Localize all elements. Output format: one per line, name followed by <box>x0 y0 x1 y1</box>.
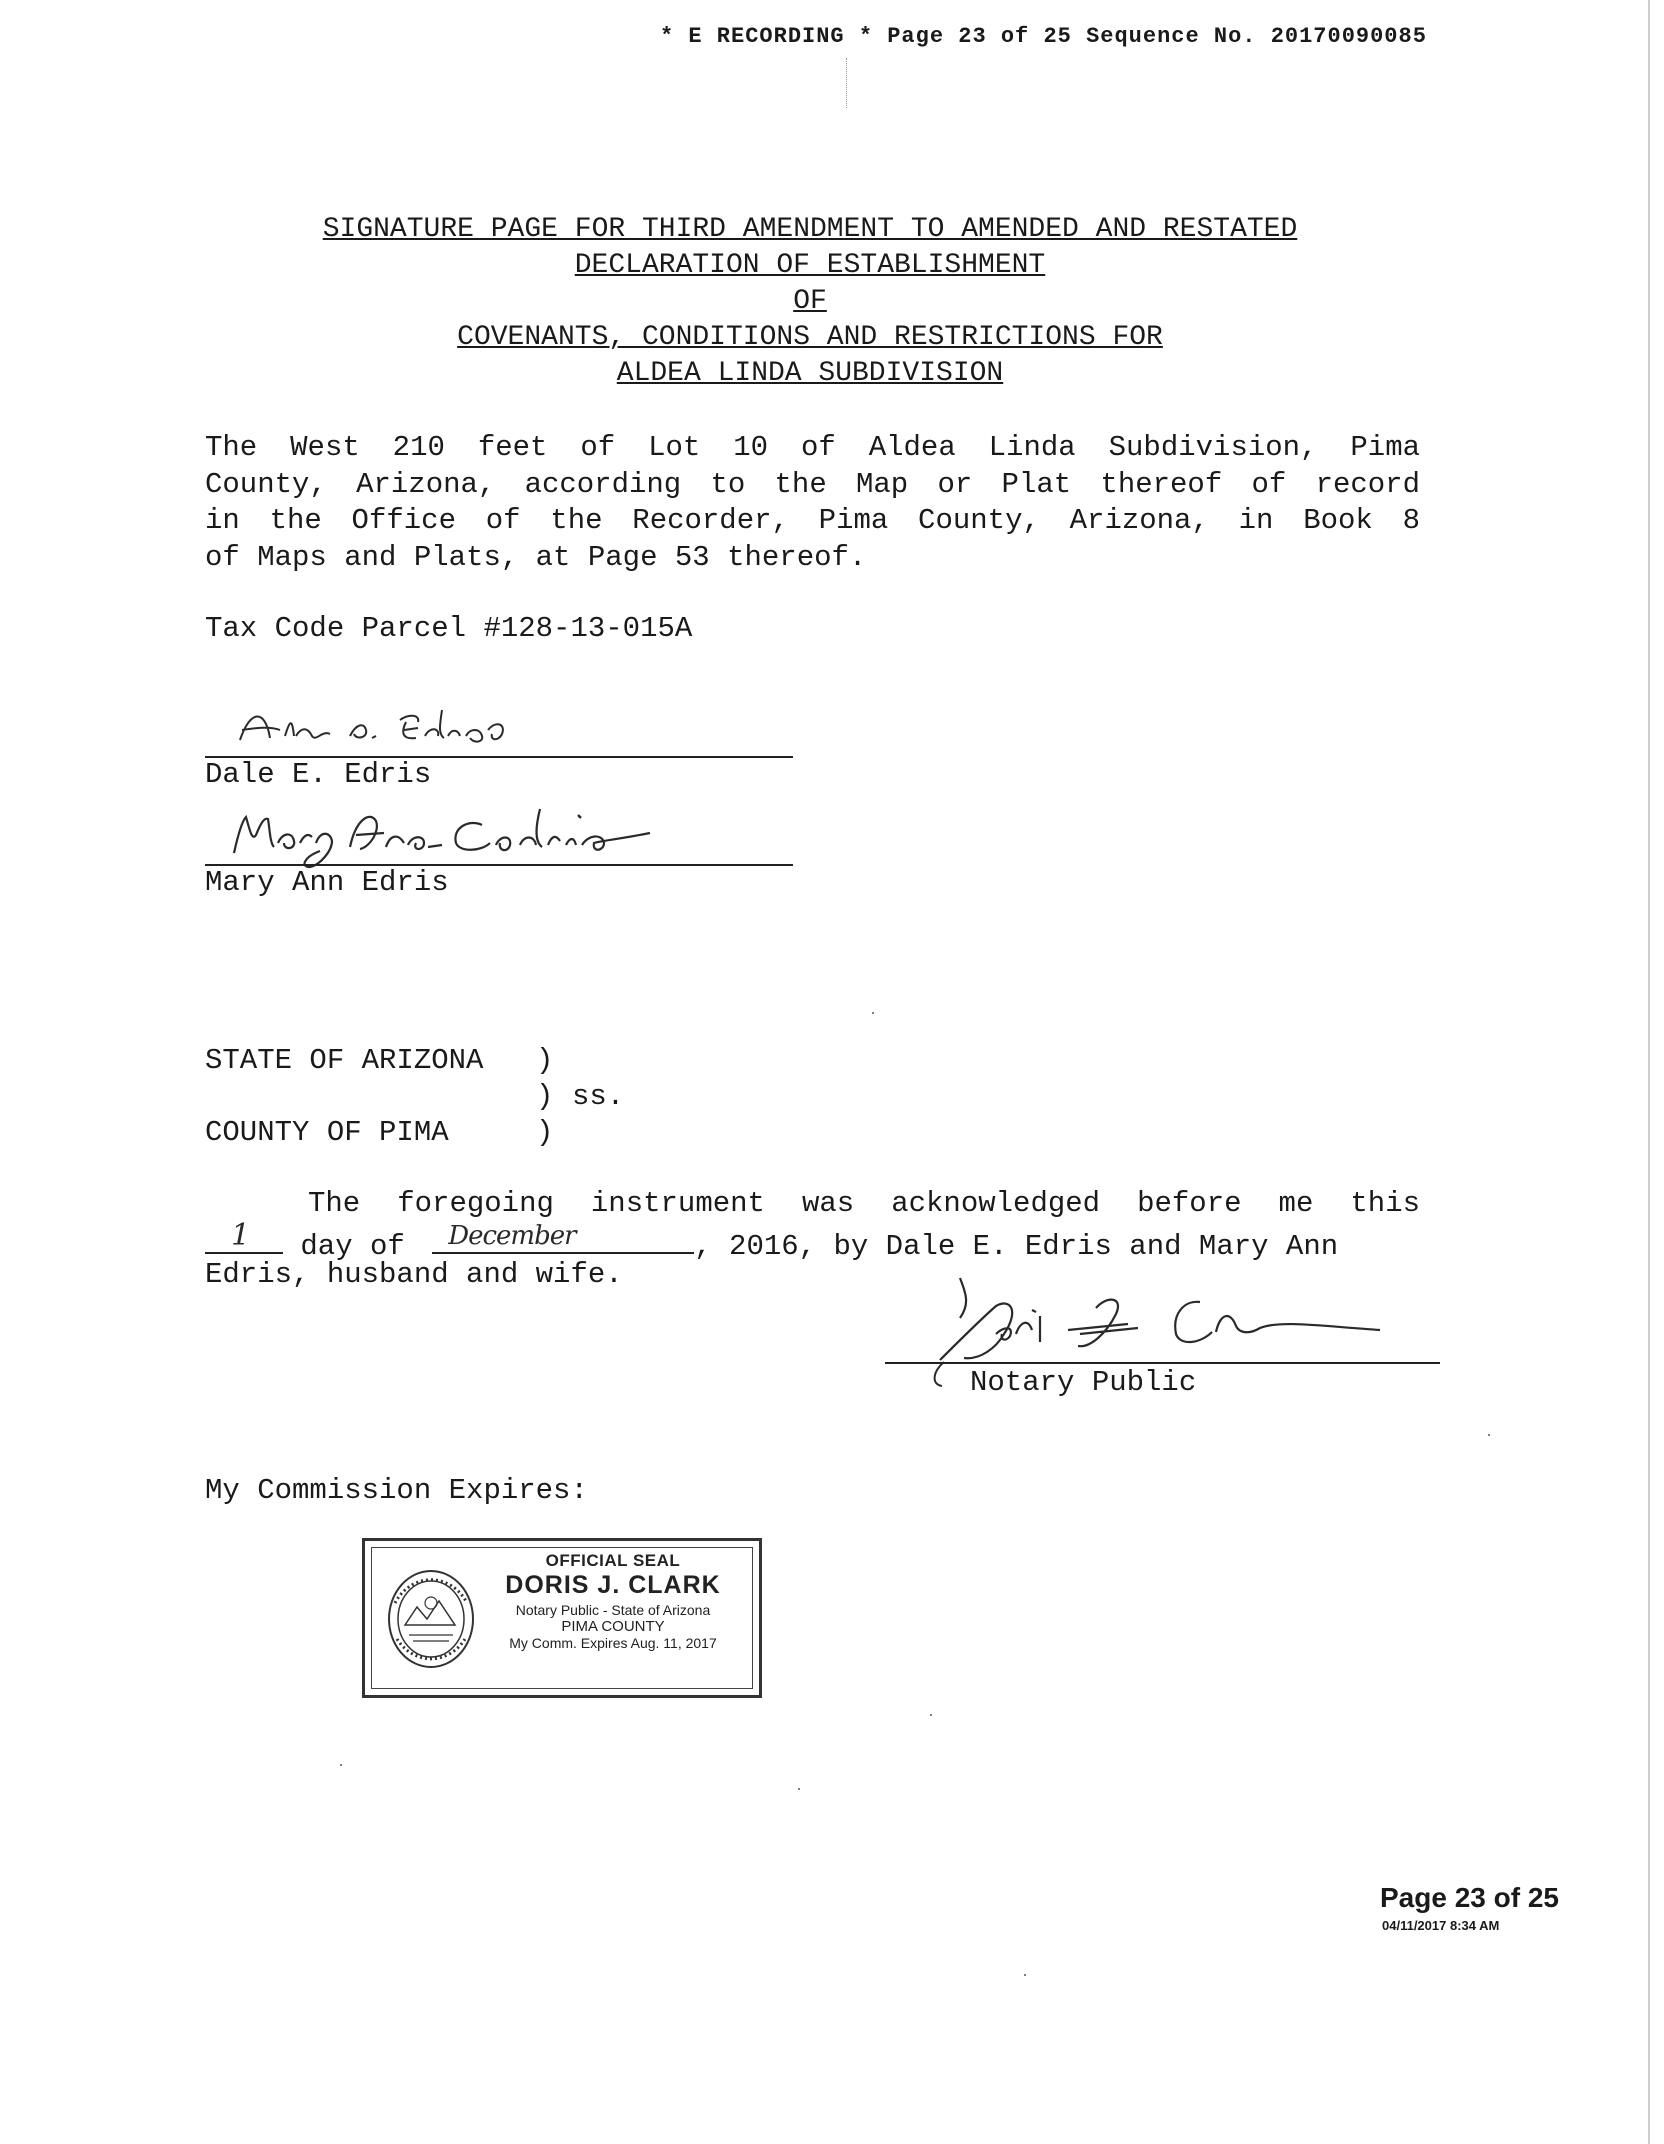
title-line-4: COVENANTS, CONDITIONS AND RESTRICTIONS FOR <box>457 322 1163 353</box>
document-title <box>200 212 1420 392</box>
venue-paren-1: ) <box>536 1044 554 1077</box>
title-line-1: SIGNATURE PAGE FOR THIRD AMENDMENT TO AMENDED AND RESTATED <box>322 214 1298 245</box>
handwritten-day: 1 <box>231 1218 251 1253</box>
venue-paren-3: ) <box>536 1116 554 1149</box>
scan-speck <box>340 1764 342 1766</box>
seal-line-1: OFFICIAL SEAL <box>545 1551 681 1570</box>
day-of-label: day of <box>300 1230 405 1263</box>
day-fill-in <box>205 1218 283 1254</box>
legal-line-2: County, Arizona, according to the Map or Plat thereof of record <box>205 467 1420 501</box>
legal-line-4: of Maps and Plats, at Page 53 thereof. <box>205 540 867 574</box>
title-line-2: DECLARATION OF ESTABLISHMENT <box>574 250 1046 281</box>
ack-line-1: The foregoing instrument was acknowledged before me this <box>308 1187 1420 1220</box>
ack-line-2-rest: , 2016, by Dale E. Edris and Mary Ann <box>694 1230 1339 1263</box>
legal-line-1: The West 210 feet of Lot 10 of Aldea Linda Subdivision, Pima <box>205 431 1420 464</box>
handwritten-month: December <box>448 1221 576 1251</box>
notary-public-label: Notary Public <box>970 1366 1197 1399</box>
signature-mary-ann-edris <box>220 795 780 875</box>
month-fill-in <box>432 1222 694 1254</box>
legal-line-3: in the Office of the Recorder, Pima County, Arizona, in Book 8 <box>205 504 1420 537</box>
seal-line-4: PIMA COUNTY <box>561 1618 665 1635</box>
seal-line-3: Notary Public - State of Arizona <box>515 1602 711 1618</box>
scan-edge-rule <box>1648 0 1650 2144</box>
page-number: Page 23 of 25 <box>1380 1882 1559 1913</box>
signatory-name-2: Mary Ann Edris <box>205 866 449 899</box>
venue-state: STATE OF ARIZONA <box>205 1044 484 1077</box>
signatory-name-1: Dale E. Edris <box>205 758 432 791</box>
venue-county: COUNTY OF PIMA <box>205 1116 449 1149</box>
recording-header: * E RECORDING * Page 23 of 25 Sequence No. 20170090085 <box>660 24 1427 49</box>
title-line-3: OF <box>793 286 827 317</box>
page-timestamp: 04/11/2017 8:34 AM <box>1382 1918 1500 1933</box>
scan-speck <box>1488 1434 1490 1436</box>
acknowledgment <box>205 1186 1420 1223</box>
seal-text <box>473 1551 753 1651</box>
venue-paren-2: ) <box>536 1080 554 1113</box>
venue-ss: ss. <box>572 1080 625 1113</box>
seal-line-2: DORIS J. CLARK <box>505 1571 721 1599</box>
arizona-seal-icon <box>383 1563 479 1673</box>
official-seal-stamp <box>362 1538 762 1698</box>
signature-dale-edris <box>230 700 570 760</box>
notary-signature-line <box>885 1362 1440 1364</box>
title-line-5: ALDEA LINDA SUBDIVISION <box>616 358 1004 389</box>
seal-line-5: My Comm. Expires Aug. 11, 2017 <box>509 1635 717 1651</box>
scan-speck <box>872 1012 874 1014</box>
tax-parcel: Tax Code Parcel #128-13-015A <box>205 612 693 645</box>
legal-description <box>205 430 1420 576</box>
scan-speck <box>930 1714 932 1716</box>
ack-line-3: Edris, husband and wife. <box>205 1258 623 1291</box>
scan-artifact <box>846 58 848 108</box>
commission-expires-label: My Commission Expires: <box>205 1474 588 1507</box>
scan-speck <box>798 1788 800 1790</box>
scan-speck <box>1024 1974 1026 1976</box>
